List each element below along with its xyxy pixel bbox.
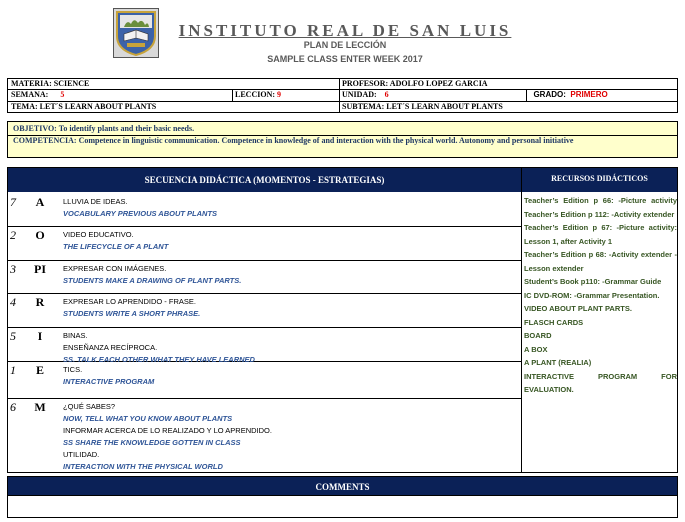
strategy-line: STUDENTS MAKE A DRAWING OF PLANT PARTS. [63, 276, 242, 285]
moment-line: INFORMAR ACERCA DE LO REALIZADO Y LO APRENDIDO. [63, 426, 272, 435]
row-number: 5 [10, 329, 16, 343]
institute-crest-logo [113, 8, 159, 58]
resource-item: A PLANT (REALIA) [524, 358, 592, 367]
sequence-row [8, 227, 522, 261]
comments-area[interactable] [7, 496, 678, 518]
strategy-line: NOW, TELL WHAT YOU KNOW ABOUT PLANTS [63, 414, 233, 423]
resource-item: FLASCH CARDS [524, 317, 584, 327]
didactic-sequence-table [7, 167, 678, 473]
row-letter: PI [34, 262, 46, 276]
institute-name: INSTITUTO REAL DE SAN LUIS [178, 21, 512, 40]
row-letter: R [35, 295, 45, 309]
resource-item: Teacher’s Edition p 66: -Picture activity Teacher’s Edition p 112: -Activity extender [524, 196, 677, 219]
leccion-field: LECCION: 9 [235, 90, 282, 99]
week-title: SAMPLE CLASS ENTER WEEK 2017 [267, 54, 423, 64]
row-description [63, 196, 217, 220]
sequence-row [8, 399, 522, 472]
sequence-row [8, 261, 522, 294]
row-letter: I [37, 329, 43, 343]
row-number: 6 [10, 400, 16, 414]
row-letter: A [35, 195, 45, 209]
resource-item: Student’s Book p110: -Grammar Guide [524, 277, 662, 286]
moment-line: TICS. [63, 365, 83, 374]
strategy-line: SS. TALK EACH OTHER WHAT THEY HAVE LEARNED [63, 355, 255, 364]
row-description [63, 401, 272, 473]
objective-box [7, 121, 678, 158]
sequence-row [8, 328, 522, 362]
row-description [63, 364, 154, 388]
plan-title: PLAN DE LECCIÓN [303, 40, 387, 50]
objetivo-line: OBJETIVO: To identify plants and their basic needs. [13, 124, 195, 133]
resource-item: INTERACTIVE PROGRAM FOR EVALUATION. [524, 371, 677, 394]
subtema-field: SUBTEMA: LET´S LEARN ABOUT PLANTS [342, 102, 503, 111]
row-number: 4 [10, 295, 16, 309]
row-number: 2 [10, 228, 16, 242]
resources-list [524, 194, 677, 397]
sequence-row [8, 194, 522, 227]
moment-line: UTILIDAD. [63, 450, 100, 459]
strategy-line: THE LIFECYCLE OF A PLANT [63, 242, 169, 251]
strategy-line: VOCABULARY PREVIOUS ABOUT PLANTS [63, 209, 218, 218]
row-description [63, 330, 255, 366]
tema-field: TEMA: LET´S LEARN ABOUT PLANTS [11, 102, 157, 111]
strategy-line: STUDENTS WRITE A SHORT PHRASE. [63, 309, 201, 318]
competencia-line: COMPETENCIA: Competence in linguistic communication. Competence in knowledge of and interaction with the physical world. Autonomy and personal initiative [13, 136, 574, 145]
moment-line: VIDEO EDUCATIVO. [63, 230, 134, 239]
unidad-field: UNIDAD: 6 [342, 90, 389, 99]
row-letter: M [34, 400, 46, 414]
row-description [63, 263, 241, 287]
moment-line: ¿QUÉ SABES? [63, 402, 116, 411]
profesor-field: PROFESOR: ADOLFO LOPEZ GARCIA [342, 79, 488, 88]
resource-item: Teacher’s Edition p 68: -Activity extender -Lesson extender [524, 250, 677, 273]
moment-line: EXPRESAR CON IMÁGENES. [63, 264, 167, 273]
resource-item: BOARD [524, 331, 552, 340]
resource-item: IC DVD-ROM: -Grammar Presentation. [524, 290, 660, 300]
resource-item: Teacher’s Edition p 67: -Picture activity: Lesson 1, after Activity 1 [524, 223, 677, 246]
row-number: 3 [10, 262, 16, 276]
grado-field: GRADO: PRIMERO [533, 90, 608, 99]
row-description [63, 229, 168, 253]
sequence-row [8, 362, 522, 399]
moment-line: BINAS. [63, 331, 88, 340]
row-number: 7 [10, 195, 16, 209]
resource-item: VIDEO ABOUT PLANT PARTS. [524, 304, 632, 313]
strategy-line: INTERACTION WITH THE PHYSICAL WORLD [63, 462, 223, 471]
strategy-line: INTERACTIVE PROGRAM [63, 377, 155, 386]
row-letter: O [35, 228, 45, 242]
moment-line: LLUVIA DE IDEAS. [63, 197, 128, 206]
sequence-header: SECUENCIA DIDÁCTICA (MOMENTOS - ESTRATEGIAS) [8, 168, 521, 192]
row-description [63, 296, 200, 320]
resources-header: RECURSOS DIDÁCTICOS [522, 168, 677, 192]
comments-header: COMMENTS [7, 476, 678, 496]
moment-line: ENSEÑANZA RECÍPROCA. [63, 343, 158, 352]
row-letter: E [35, 363, 44, 377]
sequence-row [8, 294, 522, 328]
semana-field: SEMANA: 5 [11, 90, 65, 99]
strategy-line: SS SHARE THE KNOWLEDGE GOTTEN IN CLASS [63, 438, 241, 447]
resource-item: A BOX [524, 344, 548, 354]
lesson-info-table [7, 78, 678, 113]
materia-field: MATERIA: SCIENCE [11, 79, 90, 88]
moment-line: EXPRESAR LO APRENDIDO - FRASE. [63, 297, 196, 306]
row-number: 1 [10, 363, 16, 377]
